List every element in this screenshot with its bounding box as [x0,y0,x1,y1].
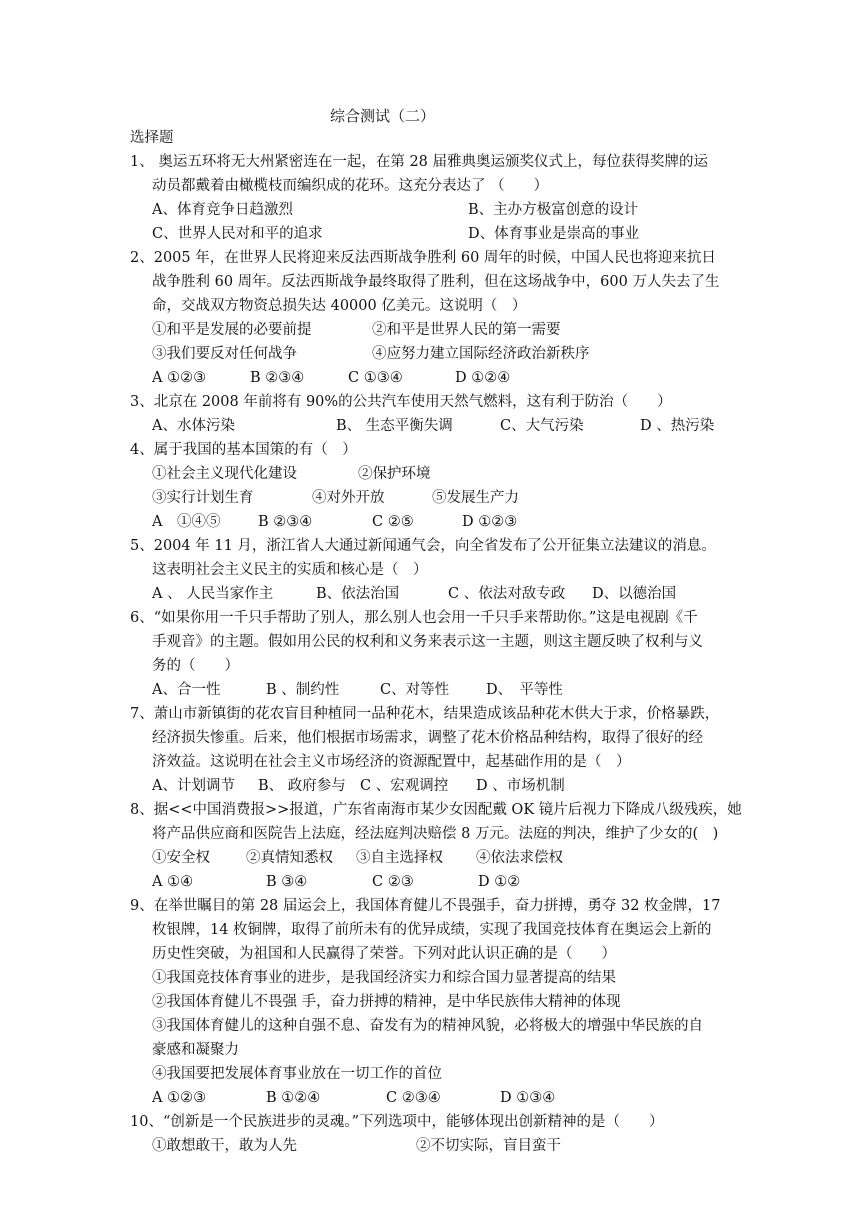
text-line: B、主办方极富创意的设计 [468,202,639,218]
text-line: B、 生态平衡失调 [336,418,453,434]
text-line: B ②③④ [258,514,313,530]
text-line: A 、 人民当家作主 [152,586,274,602]
text-line: ④对外开放 [312,490,385,506]
text-line: ②和平是世界人民的第一需要 [372,322,561,338]
text-line: D 、市场机制 [476,778,565,794]
text-line: B ③④ [266,874,308,890]
text-line: ③我国体育健儿的这种自强不息、奋发有为的精神风貌，必将极大的增强中华民族的自 [152,1018,703,1034]
text-line: 10、“创新是一个民族进步的灵魂。”下列选项中，能够体现出创新精神的是（ ） [130,1114,664,1130]
text-line: C ②⑤ [372,514,414,530]
text-line: 将产品供应商和医院告上法庭，经法庭判决赔偿 8 万元。法庭的判决，维护了少女的( ) [152,826,719,842]
page-title: 综合测试（二） [330,107,436,125]
text-line: 1、 奥运五环将无大州紧密连在一起，在第 28 届雅典奥运颁奖仪式上，每位获得奖牌的运 [130,154,708,170]
section-heading: 选择题 [130,130,174,146]
text-line: C 、宏观调控 [360,778,449,794]
text-line: ①社会主义现代化建设 [152,466,297,482]
text-line: D、以德治国 [592,586,677,602]
text-line: ②我国体育健儿不畏强 手，奋力拼搏的精神，是中华民族伟大精神的体现 [152,994,621,1010]
text-line: 5、2004 年 11 月，浙江省人大通过新闻通气会，向全省发布了公开征集立法建议的消息。 [130,538,716,554]
text-line: C、大气污染 [500,418,584,434]
text-line: ②不切实际，盲目蛮干 [416,1138,561,1154]
text-line: ③自主选择权 [356,850,443,866]
text-line: 命，交战双方物资总损失达 40000 亿美元。这说明（ ） [152,298,527,314]
text-line: C ②③ [372,874,414,890]
text-line: ④依法求偿权 [476,850,563,866]
text-line: 手观音》的主题。假如用公民的权利和义务来表示这一主题，则这主题反映了权利与义 [152,634,703,650]
text-line: A、体育竞争日趋激烈 [152,202,293,218]
text-line: D ①② [478,874,521,890]
text-line: 动员都戴着由橄榄枝而编织成的花环。这充分表达了 （ ） [152,178,549,194]
text-line: C ①③④ [348,370,403,386]
text-line: ②保护环境 [358,466,431,482]
text-line: B ①②④ [266,1090,321,1106]
text-line: D、体育事业是崇高的事业 [468,226,640,242]
text-line: 6、“如果你用一千只手帮助了别人，那么别人也会用一千只手来帮助你。”这是电视剧《千 [130,610,698,626]
text-line: B、 政府参与 [258,778,346,794]
text-line: ⑤发展生产力 [432,490,519,506]
text-line: B 、制约性 [266,682,340,698]
text-line: D 、热污染 [640,418,715,434]
text-line: D ①③④ [500,1090,556,1106]
text-line: ③我们要反对任何战争 [152,346,297,362]
text-line: A ①②③ [152,1090,207,1106]
text-line: B、依法治国 [316,586,400,602]
text-line: 这表明社会主义民主的实质和核心是（ ） [152,562,428,578]
text-line: A ①④⑤ [152,514,221,530]
text-line: 4、属于我国的基本国策的有（ ） [130,442,357,458]
text-line: 3、北京在 2008 年前将有 90%的公共汽车使用天然气燃料，这有利于防治（ ） [130,394,672,410]
text-line: ④我国要把发展体育事业放在一切工作的首位 [152,1066,442,1082]
text-line: 枚银牌，14 枚铜牌，取得了前所未有的优异成绩，实现了我国竞技体育在奥运会上新的 [152,922,712,938]
text-line: D ①②③ [462,514,518,530]
text-line: 8、据<<中国消费报>>报道，广东省南海市某少女因配戴 OK 镜片后视力下降成八级残疾，她 [130,802,742,818]
text-line: ①敢想敢干，敢为人先 [152,1138,297,1154]
text-line: C、对等性 [380,682,450,698]
text-line: 2、2005 年，在世界人民将迎来反法西斯战争胜利 60 周年的时候，中国人民也将迎来抗日 [130,250,716,266]
text-line: D、 平等性 [486,682,563,698]
text-line: 9、在举世瞩目的第 28 届运会上，我国体育健儿不畏强手，奋力拼搏，勇夺 32 枚金牌，17 [130,898,721,914]
text-line: ①我国竞技体育事业的进步，是我国经济实力和综合国力显著提高的结果 [152,970,616,986]
text-line: D ①②④ [455,370,511,386]
text-line: 经济损失惨重。后来，他们根据市场需求，调整了花木价格品种结构，取得了很好的经 [152,730,703,746]
text-line: ②真情知悉权 [246,850,333,866]
text-line: A、计划调节 [152,778,235,794]
text-line: A、合一性 [152,682,221,698]
text-line: 济效益。这说明在社会主义市场经济的资源配置中，起基础作用的是（ ） [152,754,631,770]
text-line: A、水体污染 [152,418,235,434]
text-line: B ②③④ [250,370,305,386]
text-line: C ②③④ [386,1090,441,1106]
text-line: ①安全权 [152,850,210,866]
text-line: C、世界人民对和平的追求 [152,226,323,242]
text-line: ①和平是发展的必要前提 [152,322,312,338]
text-line: 历史性突破，为祖国和人民赢得了荣誉。下列对此认识正确的是（ ） [152,946,616,962]
text-line: 7、萧山市新镇街的花农盲目种植同一品种花木，结果造成该品种花木供大于求，价格暴跌， [130,706,720,722]
text-line: 务的（ ） [152,658,239,674]
text-line: A ①④ [152,874,194,890]
text-line: 豪感和凝聚力 [152,1042,239,1058]
text-line: A ①②③ [152,370,207,386]
text-line: ④应努力建立国际经济政治新秩序 [372,346,590,362]
text-line: 战争胜利 60 周年。反法西斯战争最终取得了胜利，但在这场战争中，600 万人失去了生 [152,274,720,290]
text-line: ③实行计划生育 [152,490,254,506]
text-line: C 、依法对敌专政 [448,586,566,602]
